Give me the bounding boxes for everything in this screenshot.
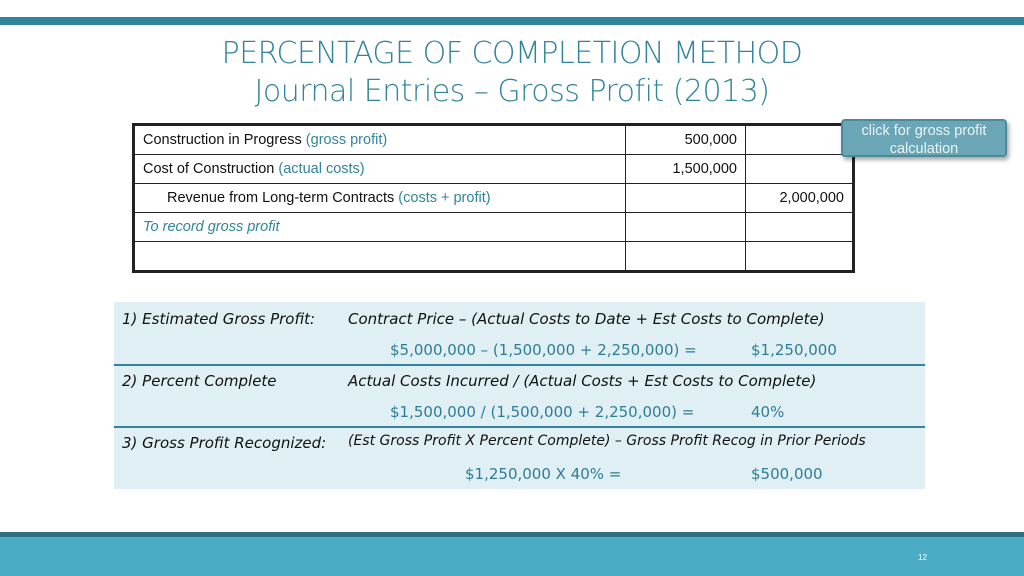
credit-cell (746, 155, 854, 184)
account-cell (134, 184, 626, 213)
debit-cell (626, 213, 746, 242)
account-name: Revenue from Long-term Contracts (167, 190, 395, 206)
debit-cell (626, 242, 746, 272)
button-label-line1: click for gross profit (861, 123, 987, 139)
footer-bar (0, 537, 1024, 576)
account-cell (134, 155, 626, 184)
gross-profit-calculation-button[interactable] (841, 119, 1007, 157)
step-equation: $1,250,000 X 40% = (465, 465, 622, 483)
memo-cell: To record gross profit (134, 213, 626, 242)
step-equation: $1,500,000 / (1,500,000 + 2,250,000) = (390, 403, 695, 421)
button-label-line2: calculation (889, 141, 959, 157)
divider (114, 426, 925, 428)
credit-cell (746, 213, 854, 242)
divider (114, 364, 925, 366)
step-formula: (Est Gross Profit X Percent Complete) – Gross Profit Recog in Prior Periods (348, 433, 866, 449)
slide-title: PERCENTAGE OF COMPLETION METHOD (221, 36, 803, 71)
credit-cell (746, 242, 854, 272)
step-result: $1,250,000 (751, 341, 837, 359)
gross-profit-calculation-panel (114, 302, 925, 489)
step-formula: Actual Costs Incurred / (Actual Costs + Est Costs to Complete) (348, 372, 817, 390)
credit-cell (746, 125, 854, 155)
page-number: 12 (918, 553, 927, 562)
account-cell (134, 242, 626, 272)
table-row (134, 155, 854, 184)
top-accent-bar (0, 17, 1024, 25)
table-row (134, 242, 854, 272)
step-formula: Contract Price – (Actual Costs to Date + Est Costs to Complete) (348, 310, 825, 328)
step-label: 1) Estimated Gross Profit: (122, 310, 316, 328)
table-row (134, 184, 854, 213)
step-equation: $5,000,000 – (1,500,000 + 2,250,000) = (390, 341, 697, 359)
debit-cell: 1,500,000 (626, 155, 746, 184)
account-note: (gross profit) (305, 132, 388, 148)
account-note: (costs + profit) (398, 190, 491, 206)
step-result: 40% (751, 403, 785, 421)
step-label: 2) Percent Complete (122, 372, 277, 390)
debit-cell (626, 184, 746, 213)
account-name: Construction in Progress (143, 132, 302, 148)
journal-entry-table (132, 123, 855, 273)
table-row (134, 125, 854, 155)
step-label: 3) Gross Profit Recognized: (122, 434, 327, 452)
account-name: Cost of Construction (143, 161, 275, 177)
slide-subtitle: Journal Entries – Gross Profit (2013) (254, 74, 770, 109)
table-row (134, 213, 854, 242)
credit-cell: 2,000,000 (746, 184, 854, 213)
account-note: (actual costs) (278, 161, 365, 177)
step-result: $500,000 (751, 465, 823, 483)
debit-cell: 500,000 (626, 125, 746, 155)
account-cell (134, 125, 626, 155)
